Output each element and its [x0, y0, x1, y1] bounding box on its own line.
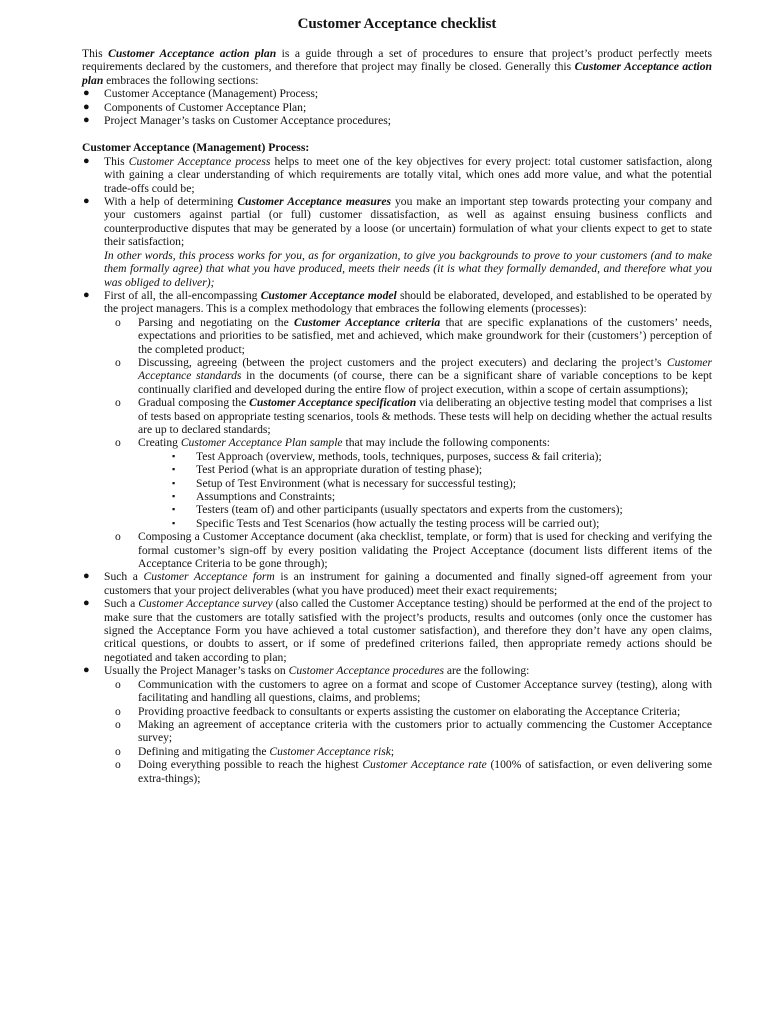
list-item-text: Specific Tests and Test Scenarios (how actually the testing process will be carried out);: [196, 516, 600, 530]
emphasis-text: Customer Acceptance specification: [249, 396, 417, 410]
text-run: that are specific explanations of the customers’ needs, expectations and priorities to be satisfied, met and achieved, which make groundwork for their (customers’) perception of the completed product;: [138, 315, 712, 356]
square-bullet-icon: ▪: [172, 504, 176, 515]
component-item: [138, 490, 712, 503]
circle-bullet-icon: o: [115, 355, 121, 369]
circle-bullet-icon: o: [115, 717, 121, 731]
sub-list-item: [104, 356, 712, 396]
list-item: [82, 114, 712, 127]
list-item-text: Test Approach (overview, methods, tools, techniques, purposes, success & fail criteria);: [196, 449, 602, 463]
text-run: Gradual composing the: [138, 396, 250, 410]
circle-bullet-icon: o: [115, 704, 121, 718]
square-bullet-icon: ▪: [172, 450, 176, 461]
sub-list: [104, 316, 712, 571]
list-item: [82, 155, 712, 195]
text-run: via deliberating an objective testing model that comprises a list of tests based on appropriate testing scenarios, tools & methods. These tests will help on deciding whether the actual results are up to declared standards;: [138, 396, 712, 436]
text-run: This: [82, 47, 109, 60]
italic-text: Customer Acceptance process: [128, 154, 271, 168]
list-item-text: Test Period (what is an appropriate duration of testing phase);: [196, 463, 483, 477]
component-item: [138, 477, 712, 490]
italic-text: Customer Acceptance risk: [269, 744, 391, 758]
italic-text: Customer Acceptance rate: [362, 758, 487, 772]
bullet-icon: ●: [83, 664, 90, 677]
italic-text: Customer Acceptance form: [143, 570, 275, 584]
circle-bullet-icon: o: [115, 396, 121, 410]
bullet-icon: ●: [83, 288, 90, 301]
sub-list-item: [104, 678, 712, 705]
component-item: [138, 503, 712, 516]
list-item-text: Composing a Customer Acceptance document (aka checklist, template, or form) that is used for checking and verifying the formal customer’s sign-off by every position validating the Project Acceptance (document lists different items of the Acceptance Criteria to be gone through);: [138, 530, 712, 571]
text-run: you make an important step towards protecting your company and your customers against partial (or full) customer dissatisfaction, as well as against ensuing business conflicts and counterproductive disputes that may be generated by a loose (or uncertain) formulation of what your clients expect to get to state their satisfaction;: [104, 195, 712, 249]
square-bullet-icon: ▪: [172, 477, 176, 488]
italic-text: Customer Acceptance procedures: [288, 664, 445, 678]
process-list: [82, 155, 712, 785]
sub-list-item: [104, 316, 712, 356]
list-item: [82, 87, 712, 100]
text-run: (100% of satisfaction, or even delivering some extra-things);: [138, 758, 713, 785]
list-item: [82, 101, 712, 114]
text-run: Usually the Project Manager’s tasks on: [104, 664, 289, 678]
bullet-icon: ●: [83, 570, 90, 583]
bullet-icon: ●: [83, 195, 90, 208]
list-item: [82, 597, 712, 664]
italic-text: Customer Acceptance standards: [138, 355, 712, 383]
circle-bullet-icon: o: [115, 315, 121, 329]
circle-bullet-icon: o: [115, 677, 121, 691]
circle-bullet-icon: o: [115, 530, 121, 544]
text-run: Such a: [104, 570, 144, 584]
sub-list-item: [104, 758, 712, 785]
emphasis-text: Customer Acceptance criteria: [294, 315, 441, 329]
list-item: [82, 289, 712, 571]
square-bullet-icon: ▪: [172, 464, 176, 475]
text-run: in the documents (of course, there can be a significant share of variable conceptions to be kept continually clarified and developed during the entire flow of project execution, within a scope of certain assumptions);: [138, 369, 712, 396]
sections-list: [82, 87, 712, 127]
list-item-text: Communication with the customers to agree on a format and scope of Customer Acceptance survey (testing), along with facilitating and handling all questions, claims, and problems;: [138, 677, 712, 705]
text-run: Doing everything possible to reach the highest: [138, 758, 363, 772]
text-run: are the following:: [444, 664, 530, 678]
list-item-text: Testers (team of) and other participants (usually spectators and experts from the customers);: [196, 503, 623, 517]
section-heading: Customer Acceptance (Management) Process:: [82, 141, 310, 155]
italic-text: Customer Acceptance Plan sample: [180, 436, 343, 450]
list-item-text: Customer Acceptance (Management) Process;: [104, 87, 319, 101]
list-item-text: Components of Customer Acceptance Plan;: [104, 100, 307, 114]
component-item: [138, 463, 712, 476]
list-item: [82, 570, 712, 597]
bullet-icon: ●: [83, 114, 90, 127]
emphasis-text: Customer Acceptance model: [260, 288, 397, 302]
list-item-text: Assumptions and Constraints;: [196, 490, 336, 503]
text-run: should be elaborated, developed, and established to be operated by the project managers. This is a complex methodology that embraces the following elements (processes):: [104, 288, 712, 316]
page-title: Customer Acceptance checklist: [297, 16, 497, 32]
list-item-text: Project Manager’s tasks on Customer Acceptance procedures;: [104, 114, 391, 128]
list-item: [82, 664, 712, 785]
text-run: Parsing and negotiating on the: [138, 315, 295, 329]
emphasis-text: Customer Acceptance action plan: [82, 60, 713, 87]
text-run: Discussing, agreeing (between the project customers and the project executers) and declaring the project’s: [138, 355, 667, 369]
list-item: [82, 195, 712, 289]
text-run: Creating: [138, 436, 181, 450]
bullet-icon: ●: [83, 597, 90, 610]
text-run: embraces the following sections:: [103, 73, 259, 87]
bullet-icon: ●: [83, 154, 90, 167]
list-item-text: Making an agreement of acceptance criteria with the customers prior to actually commencing the Customer Acceptance survey;: [138, 717, 712, 745]
text-run: (also called the Customer Acceptance testing) should be performed at the end of the project to make sure that the customers are totally satisfied with the project’s products, results and outcomes (only once the customer has signed the Acceptance Form you have achieved a total customer satisfaction), and therefore they don’t have any open claims, critical questions, or doubts to assert, or if some of predefined criterions failed, then appropriate remedy actions should be negotiated and taken according to plan;: [104, 597, 712, 664]
sub-list-item: [104, 436, 712, 530]
components-list: [138, 450, 712, 530]
text-run: is an instrument for gaining a documented and finally signed-off agreement from your customers that your project deliverables (what you have produced) meet their exact requirements;: [104, 570, 712, 597]
sub-list: [104, 678, 712, 785]
sub-list-item: [104, 718, 712, 745]
italic-text: Customer Acceptance survey: [138, 597, 273, 611]
square-bullet-icon: ▪: [172, 517, 176, 528]
circle-bullet-icon: o: [115, 436, 121, 450]
sub-list-item: [104, 396, 712, 436]
bullet-icon: ●: [83, 100, 90, 113]
text-run: Such a: [104, 597, 139, 611]
text-run: Defining and mitigating the: [138, 744, 270, 758]
sub-list-item: [104, 705, 712, 718]
component-item: [138, 517, 712, 530]
square-bullet-icon: ▪: [172, 491, 176, 501]
circle-bullet-icon: o: [115, 744, 121, 758]
circle-bullet-icon: o: [115, 758, 121, 772]
intro-paragraph: [82, 47, 712, 87]
text-run: is a guide through a set of procedures to ensure that project’s product perfectly meets requirements declared by the customers, and therefore that project may finally be closed. Generally this: [82, 47, 712, 74]
component-item: [138, 450, 712, 463]
emphasis-text: Customer Acceptance action plan: [108, 47, 277, 60]
text-run: ;: [390, 744, 395, 758]
sub-list-item: [104, 745, 712, 758]
text-run: This: [104, 154, 129, 168]
sub-list-item: [104, 530, 712, 570]
text-run: First of all, the all-encompassing: [104, 288, 261, 302]
italic-note: In other words, this process works for you, as for organization, to give you backgrounds to prove to your customers (and to make them formally agree) that what you have produced, meets their needs (it is what they formally demanded, and therefore what you was obliged to deliver);: [104, 248, 712, 289]
text-run: helps to meet one of the key objectives for every project: total customer satisfaction, along with gaining a clear understanding of which requirements are totally vital, which ones add more value, and what the potential trade-offs could be;: [104, 154, 712, 195]
emphasis-text: Customer Acceptance measures: [237, 195, 392, 209]
text-run: that may include the following components:: [342, 436, 550, 450]
list-item-text: Providing proactive feedback to consultants or experts assisting the customer on elaborating the Acceptance Criteria;: [138, 704, 681, 718]
bullet-icon: ●: [83, 87, 90, 100]
text-run: With a help of determining: [104, 195, 238, 209]
list-item-text: Setup of Test Environment (what is necessary for successful testing);: [196, 476, 516, 490]
